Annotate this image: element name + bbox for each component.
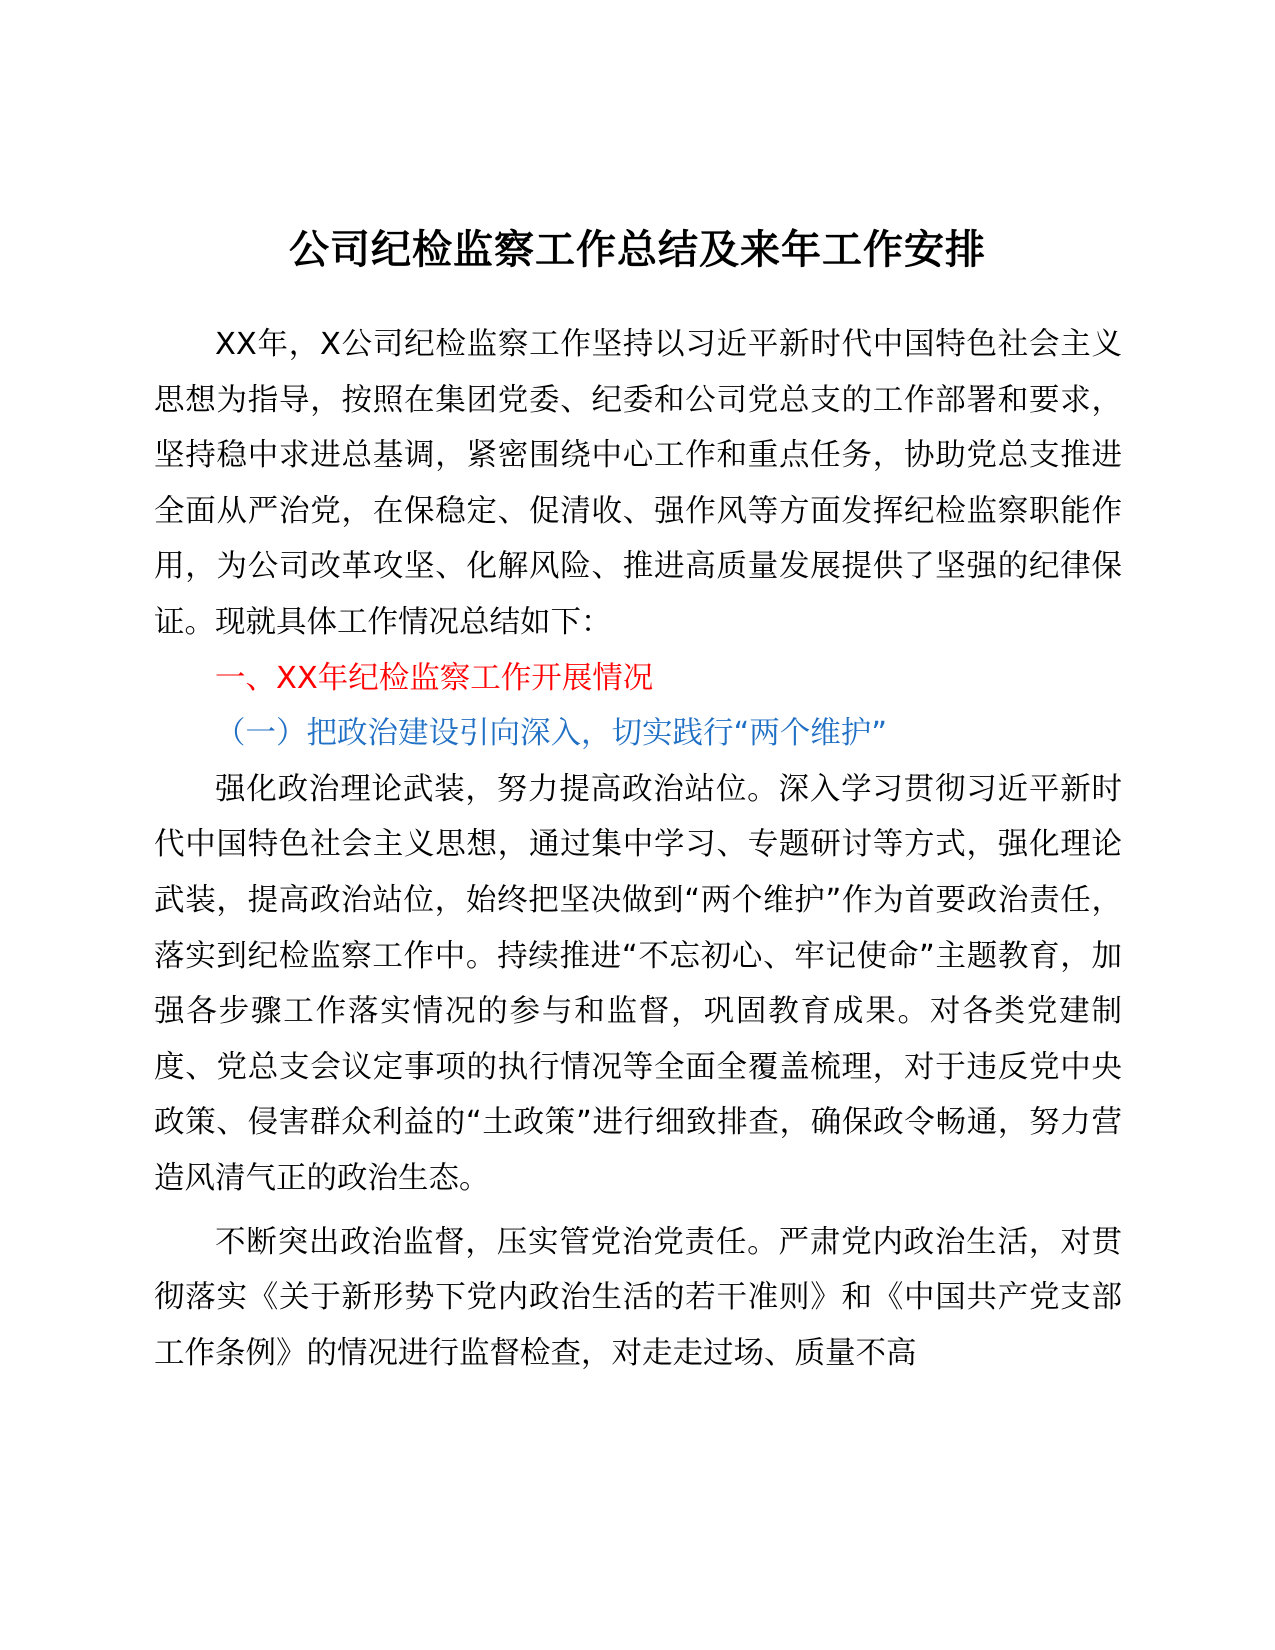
document-body bbox=[154, 317, 1122, 1381]
subsection-heading: （一）把政治建设引向深入，切实践行“两个维护” bbox=[215, 716, 888, 752]
section-heading: 一、XX年纪检监察工作开展情况 bbox=[215, 660, 654, 696]
intro-paragraph: XX年，X公司纪检监察工作坚持以习近平新时代中国特色社会主义思想为指导，按照在集团党委、纪委和公司党总支的工作部署和要求，坚持稳中求进总基调，紧密围绕中心工作和重点任务，协助党总支推进全面从严治党，在保稳定、促清收、强作风等方面发挥纪检监察职能作用，为公司改革攻坚、化解风险、推进高质量发展提供了坚强的纪律保证。现就具体工作情况总结如下： bbox=[154, 327, 1122, 640]
document-title: 公司纪检监察工作总结及来年工作安排 bbox=[289, 227, 986, 273]
body-paragraph-1: 强化政治理论武装，努力提高政治站位。深入学习贯彻习近平新时代中国特色社会主义思想，通过集中学习、专题研讨等方式，强化理论武装，提高政治站位，始终把坚决做到“两个维护”作为首要政治责任，落实到纪检监察工作中。持续推进“不忘初心、牢记使命”主题教育，加强各步骤工作落实情况的参与和监督，巩固教育成果。对各类党建制度、党总支会议定事项的执行情况等全面全覆盖梳理，对于违反党中央政策、侵害群众利益的“土政策”进行细致排查，确保政令畅通，努力营造风清气正的政治生态。 bbox=[154, 771, 1122, 1196]
body-paragraph-2: 不断突出政治监督，压实管党治党责任。严肃党内政治生活，对贯彻落实《关于新形势下党内政治生活的若干准则》和《中国共产党支部工作条例》的情况进行监督检查，对走走过场、质量不高 bbox=[154, 1224, 1122, 1371]
